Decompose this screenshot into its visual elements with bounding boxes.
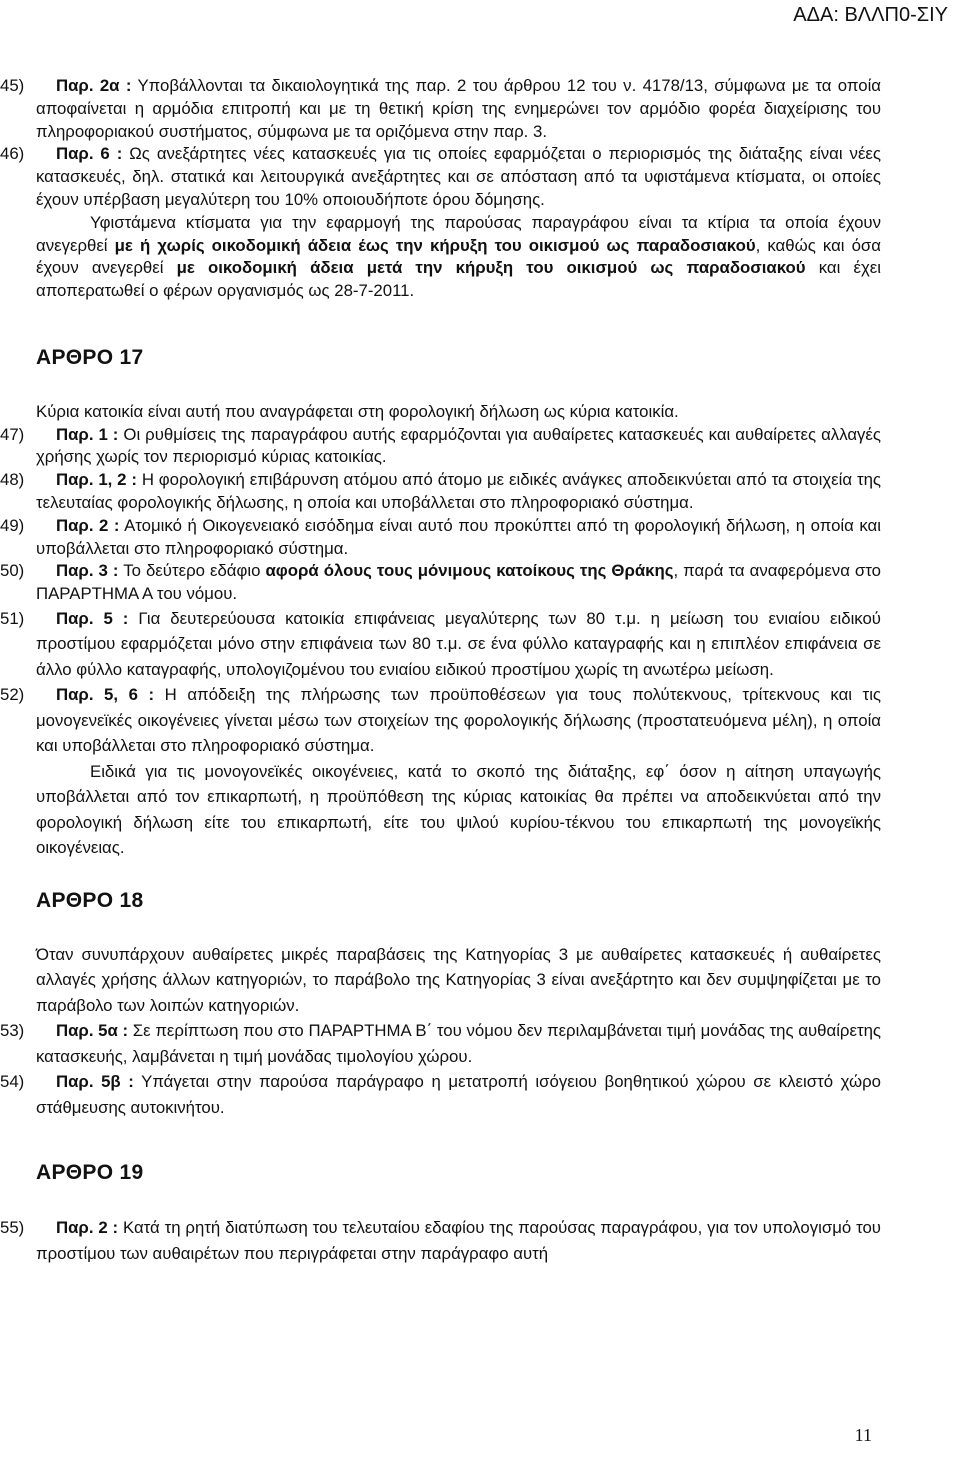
entry-50 bbox=[0, 560, 881, 606]
entry-ref: Παρ. 5α : bbox=[56, 1021, 129, 1041]
article-17-intro: Κύρια κατοικία είναι αυτή που αναγράφεται στη φορολογική δήλωση ως κύρια κατοικία. bbox=[36, 401, 679, 421]
entry-text: Υποβάλλονται τα δικαιολογητικά της παρ. 2 του άρθρου 12 του ν. 4178/13, σύμφωνα με τα οποία αποφαίνεται η αρμόδια επιτροπή και με τη θετική κρίση της ενημερώνει τον αρμόδιο φορέα διαχείρισης του πληροφοριακού συστήματος, σύμφωνα με τα οριζόμενα στην παρ. 3. bbox=[36, 76, 882, 141]
entry-text: Ως ανεξάρτητες νέες κατασκευές για τις οποίες εφαρμόζεται ο περιορισμός της διάταξης είναι νέες κατασκευές, δηλ. στατικά και λειτουργικά ανεξάρτητες και σε απόσταση από τα υφιστάμενα κτίσματα, οι οποίες έχουν υπέρβαση μεγαλύτερη του 10% οποιουδήποτε όρου δόμησης. bbox=[36, 144, 881, 209]
entry-emphasis: με οικοδομική άδεια μετά την κήρυξη του οικισμού ως παραδοσιακού bbox=[176, 258, 806, 278]
entry-number: 55) bbox=[0, 1218, 25, 1238]
entry-ref: Παρ. 3 : bbox=[56, 561, 119, 581]
article-19-heading: ΑΡΘΡΟ 19 bbox=[36, 1161, 144, 1185]
entry-text: , καθώς και όσα έχουν ανεγερθεί bbox=[36, 235, 881, 278]
entry-number: 46) bbox=[0, 144, 25, 164]
entry-text: Υπάγεται στην παρούσα παράγραφο η μετατροπή ισόγειου βοηθητικού χώρου σε κλειστό χώρο στάθμευσης αυτοκινήτου. bbox=[36, 1072, 881, 1117]
document-code: ΑΔΑ: ΒΛΛΠ0-ΣΙΥ bbox=[793, 4, 948, 26]
entry-52 bbox=[0, 682, 882, 759]
entry-emphasis: αφορά όλους τους μόνιμους κατοίκους της Θράκης bbox=[265, 561, 674, 581]
page-number: 11 bbox=[854, 1425, 872, 1445]
entry-number: 54) bbox=[0, 1072, 25, 1092]
entry-52-continuation: Ειδικά για τις μονογονεϊκές οικογένειες, κατά το σκοπό της διάταξης, εφ΄ όσον η αίτηση υπαγωγής υποβάλλεται από τον επικαρπωτή, η προϋπόθεση της κύριας κατοικίας θα πρέπει να αποδεικνύεται από την φορολογική δήλωση είτε του επικαρπωτή, είτε του ψιλού κυρίου-τέκνου του επικαρπωτή της μονογεϊκής οικογένειας. bbox=[36, 761, 881, 858]
entry-text: Η φορολογική επιβάρυνση ατόμου από άτομο με ειδικές ανάγκες αποδεικνύεται από τα στοιχεία της τελευταίας φορολογικής δήλωσης, η οποία και υποβάλλεται στο πληροφοριακό σύστημα. bbox=[36, 470, 881, 512]
entry-47 bbox=[0, 424, 881, 470]
entry-ref: Παρ. 1, 2 : bbox=[56, 470, 137, 490]
entry-ref: Παρ. 5β : bbox=[56, 1072, 134, 1092]
entry-number: 50) bbox=[0, 561, 25, 581]
entry-emphasis: με ή χωρίς οικοδομική άδεια έως την κήρυξη του οικισμού ως παραδοσιακού bbox=[114, 235, 756, 255]
entry-ref: Παρ. 2α : bbox=[56, 76, 132, 95]
document-body bbox=[0, 75, 882, 1266]
entry-number: 51) bbox=[0, 608, 25, 628]
entry-number: 47) bbox=[0, 424, 25, 444]
entry-ref: Παρ. 5, 6 : bbox=[56, 685, 155, 705]
entry-54 bbox=[0, 1069, 881, 1120]
entry-ref: Παρ. 6 : bbox=[56, 144, 123, 164]
entry-number: 49) bbox=[0, 515, 25, 535]
entry-ref: Παρ. 5 : bbox=[56, 608, 129, 628]
entry-49 bbox=[0, 515, 881, 561]
entry-text: Για δευτερεύουσα κατοικία επιφάνειας μεγαλύτερης των 80 τ.μ. η μείωση του ενιαίου ειδικού προστίμου εφαρμόζεται μόνο στην επιφάνεια των 80 τ.μ. σε ένα φύλλο καταγραφής και η επιπλέον επιφάνεια σε άλλο φύλλο καταγραφής, υπολογιζομένου του ενιαίου ειδικού προστίμου χωρίς τη ανωτέρω μείωση. bbox=[36, 608, 881, 679]
entry-51 bbox=[0, 606, 881, 683]
entry-text: , παρά τα αναφερόμενα στο ΠΑΡΑΡΤΗΜΑ Α του νόμου. bbox=[36, 561, 881, 604]
entry-number: 53) bbox=[0, 1021, 25, 1041]
entry-ref: Παρ. 1 : bbox=[56, 424, 119, 444]
entry-text: Κατά τη ρητή διατύπωση του τελευταίου εδαφίου της παρούσας παραγράφου, για τον υπολογισμό του προστίμου των αυθαιρέτων που περιγράφεται στην παράγραφο αυτή bbox=[36, 1218, 881, 1263]
entry-46 bbox=[0, 143, 881, 211]
entry-number: 45) bbox=[0, 76, 25, 95]
entry-55 bbox=[0, 1215, 881, 1266]
entry-48 bbox=[0, 469, 881, 515]
entry-text: Σε περίπτωση που στο ΠΑΡΑΡΤΗΜΑ Β΄ του νόμου δεν περιλαμβάνεται τιμή μονάδας της αυθαίρετης κατασκευής, λαμβάνεται η τιμή μονάδας τιμολογίου χώρου. bbox=[36, 1021, 881, 1066]
entry-number: 52) bbox=[0, 685, 25, 705]
entry-ref: Παρ. 2 : bbox=[56, 515, 120, 535]
article-18-intro: Όταν συνυπάρχουν αυθαίρετες μικρές παραβάσεις της Κατηγορίας 3 με αυθαίρετες κατασκευές ή αυθαίρετες αλλαγές χρήσης άλλων κατηγοριών, το παράβολο της Κατηγορίας 3 είναι ανεξάρτητο και δεν συμψηφίζεται με το παράβολο των λοιπών κατηγοριών. bbox=[36, 944, 881, 1015]
entry-number: 48) bbox=[0, 470, 25, 490]
entry-45 bbox=[0, 75, 882, 143]
article-17-heading: ΑΡΘΡΟ 17 bbox=[36, 345, 144, 369]
article-18-heading: ΑΡΘΡΟ 18 bbox=[36, 888, 144, 912]
entry-text: και έχει αποπερατωθεί ο φέρων οργανισμός ως 28-7-2011. bbox=[36, 258, 881, 301]
entry-text: Ατομικό ή Οικογενειακό εισόδημα είναι αυτό που προκύπτει από τη φορολογική δήλωση, η οποία και υποβάλλεται στο πληροφοριακό σύστημα. bbox=[36, 515, 881, 558]
entry-text: Το δεύτερο εδάφιο bbox=[118, 561, 266, 581]
entry-46-continuation bbox=[36, 212, 881, 303]
entry-text: Η απόδειξη της πλήρωσης των προϋποθέσεων για τους πολύτεκνους, τρίτεκνους και τις μονογενεϊκές οικογένειες γίνεται μέσω των στοιχείων της φορολογικής δήλωσης (προστατευόμενα μέλη), η οποία και υποβάλλεται στο πληροφοριακό σύστημα. bbox=[36, 685, 882, 756]
entry-text: Οι ρυθμίσεις της παραγράφου αυτής εφαρμόζονται για αυθαίρετες κατασκευές και αυθαίρετες αλλαγές χρήσης χωρίς τον περιορισμό κύριας κατοικίας. bbox=[36, 424, 881, 467]
entry-53 bbox=[0, 1018, 881, 1069]
entry-text: Υφιστάμενα κτίσματα για την εφαρμογή της παρούσας παραγράφου είναι τα κτίρια τα οποία έχουν ανεγερθεί bbox=[36, 212, 881, 255]
entry-ref: Παρ. 2 : bbox=[56, 1218, 119, 1238]
